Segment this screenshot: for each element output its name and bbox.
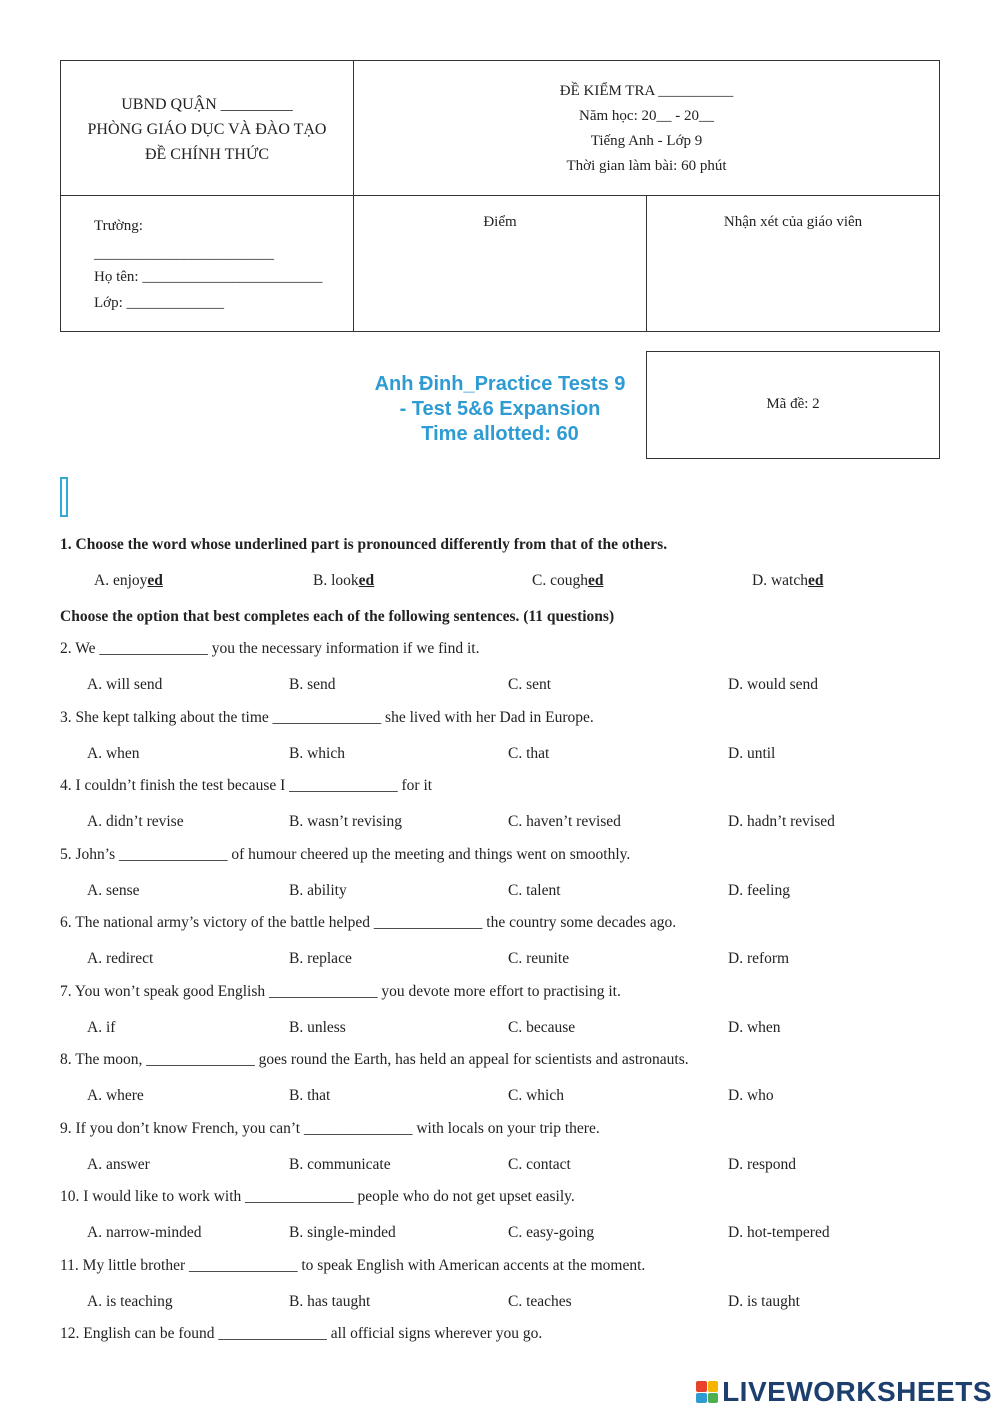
option-d[interactable]: D. respond xyxy=(728,1156,797,1173)
s1-option-a[interactable] xyxy=(94,572,163,590)
option-c[interactable]: C. teaches xyxy=(508,1293,572,1310)
worksheet-title xyxy=(353,372,647,447)
exam-title-label: ĐỀ KIỂM TRA __________ xyxy=(559,83,734,99)
text-cursor-box[interactable] xyxy=(60,477,68,517)
option-c[interactable]: C. sent xyxy=(508,676,552,693)
department-label: PHÒNG GIÁO DỤC VÀ ĐÀO TẠO xyxy=(87,121,327,138)
option-b[interactable]: B. ability xyxy=(289,882,347,899)
s1-option-c-stem: C. cough xyxy=(532,572,588,589)
logo-square xyxy=(708,1381,719,1392)
option-d[interactable]: D. is taught xyxy=(728,1293,800,1310)
option-b[interactable]: B. replace xyxy=(289,950,352,967)
logo-text: LIVEWORKSHEETS xyxy=(722,1376,992,1407)
question-text: 3. She kept talking about the time ______________ she lived with her Dad in Europe. xyxy=(60,709,594,726)
option-d[interactable]: D. feeling xyxy=(728,882,790,899)
section2-heading: Choose the option that best completes each of the following sentences. (11 questions) xyxy=(60,608,615,625)
question-text: 5. John’s ______________ of humour cheered up the meeting and things went on smoothly. xyxy=(60,846,631,863)
option-b[interactable]: B. which xyxy=(289,745,345,762)
duration-label: Thời gian làm bài: 60 phút xyxy=(566,158,727,174)
s1-option-a-underlined: ed xyxy=(147,572,163,589)
option-c[interactable]: C. contact xyxy=(508,1156,571,1173)
option-d[interactable]: D. until xyxy=(728,745,776,762)
title-line-1: Anh Đinh_Practice Tests 9 xyxy=(374,373,626,395)
s1-option-d-stem: D. watch xyxy=(752,572,808,589)
option-c[interactable]: C. easy-going xyxy=(508,1224,595,1241)
option-a[interactable]: A. narrow-minded xyxy=(87,1224,202,1241)
option-b[interactable]: B. communicate xyxy=(289,1156,391,1173)
option-b[interactable]: B. single-minded xyxy=(289,1224,396,1241)
question-text: 8. The moon, ______________ goes round the Earth, has held an appeal for scientists and astronauts. xyxy=(60,1051,689,1068)
logo-square xyxy=(696,1381,707,1392)
option-c[interactable]: C. talent xyxy=(508,882,561,899)
option-d[interactable]: D. hot-tempered xyxy=(728,1224,830,1241)
logo-square xyxy=(696,1393,707,1404)
option-b[interactable]: B. send xyxy=(289,676,336,693)
option-a[interactable]: A. if xyxy=(87,1019,116,1036)
teacher-comment-label: Nhận xét của giáo viên xyxy=(723,214,863,230)
s1-option-b[interactable] xyxy=(313,572,374,590)
school-field-blank[interactable]: ________________________ xyxy=(94,246,274,262)
title-line-3: Time allotted: 60 xyxy=(421,423,579,445)
option-c[interactable]: C. that xyxy=(508,745,550,762)
liveworksheets-logo-icon xyxy=(696,1381,718,1403)
option-a[interactable]: A. answer xyxy=(87,1156,150,1173)
s1-option-c[interactable] xyxy=(532,572,603,590)
official-label: ĐỀ CHÍNH THỨC xyxy=(144,146,270,163)
s1-option-a-stem: A. enjoy xyxy=(94,572,148,589)
question-text: 2. We ______________ you the necessary information if we find it. xyxy=(60,640,480,657)
question-text: 4. I couldn’t finish the test because I ______________ for it xyxy=(60,777,433,794)
question-text: 12. English can be found ______________ all official signs wherever you go. xyxy=(60,1325,543,1342)
option-d[interactable]: D. reform xyxy=(728,950,790,967)
school-year-label: Năm học: 20__ - 20__ xyxy=(579,108,714,124)
option-d[interactable]: D. hadn’t revised xyxy=(728,813,835,830)
section1-heading: 1. Choose the word whose underlined part is pronounced differently from that of the others. xyxy=(60,536,668,553)
option-b[interactable]: B. has taught xyxy=(289,1293,371,1310)
question-text: 11. My little brother ______________ to speak English with American accents at the moment. xyxy=(60,1257,646,1274)
option-c[interactable]: C. which xyxy=(508,1087,564,1104)
liveworksheets-logo xyxy=(696,1377,992,1407)
school-field-label: Trường: xyxy=(94,218,143,234)
option-a[interactable]: A. sense xyxy=(87,882,140,899)
exam-code-label: Mã đề: 2 xyxy=(766,396,820,412)
class-field[interactable]: Lớp: _____________ xyxy=(94,295,225,311)
s1-option-b-stem: B. look xyxy=(313,572,359,589)
question-text: 7. You won’t speak good English ______________ you devote more effort to practising it. xyxy=(60,983,621,1000)
s1-option-c-underlined: ed xyxy=(587,572,604,589)
option-c[interactable]: C. haven’t revised xyxy=(508,813,621,830)
option-a[interactable]: A. will send xyxy=(87,676,163,693)
s1-option-b-underlined: ed xyxy=(358,572,375,589)
option-a[interactable]: A. redirect xyxy=(87,950,154,967)
score-label: Điểm xyxy=(483,214,517,230)
header-left-text xyxy=(60,92,354,167)
option-d[interactable]: D. when xyxy=(728,1019,781,1036)
s1-option-d[interactable] xyxy=(752,572,823,590)
option-c[interactable]: C. because xyxy=(508,1019,576,1036)
header-right-text xyxy=(353,79,940,179)
option-d[interactable]: D. who xyxy=(728,1087,774,1104)
option-b[interactable]: B. that xyxy=(289,1087,331,1104)
logo-square xyxy=(708,1393,719,1404)
district-label: UBND QUẬN _________ xyxy=(121,96,293,113)
question-text: 6. The national army’s victory of the battle helped ______________ the country some decades ago. xyxy=(60,914,677,931)
option-a[interactable]: A. didn’t revise xyxy=(87,813,184,830)
question-text: 9. If you don’t know French, you can’t ______________ with locals on your trip there. xyxy=(60,1120,600,1137)
option-a[interactable]: A. is teaching xyxy=(87,1293,173,1310)
question-text: 10. I would like to work with ______________ people who do not get upset easily. xyxy=(60,1188,575,1205)
subject-label: Tiếng Anh - Lớp 9 xyxy=(590,133,703,149)
name-field[interactable]: Họ tên: ________________________ xyxy=(94,269,323,285)
option-b[interactable]: B. unless xyxy=(289,1019,346,1036)
option-c[interactable]: C. reunite xyxy=(508,950,570,967)
s1-option-d-underlined: ed xyxy=(807,572,824,589)
option-d[interactable]: D. would send xyxy=(728,676,818,693)
title-line-2: - Test 5&6 Expansion xyxy=(399,398,601,420)
option-a[interactable]: A. where xyxy=(87,1087,144,1104)
option-a[interactable]: A. when xyxy=(87,745,140,762)
option-b[interactable]: B. wasn’t revising xyxy=(289,813,402,830)
